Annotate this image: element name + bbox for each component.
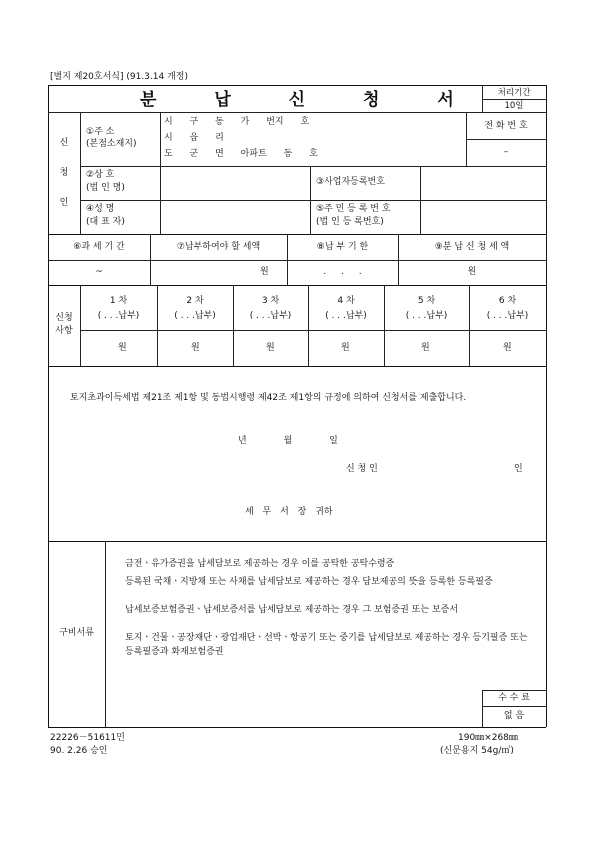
installment-date: ( . . .납부) (405, 311, 448, 321)
tax-period-label: ⑥과 세 기 간 (73, 242, 125, 252)
paper-size: 190㎜×268㎜ (458, 733, 518, 743)
processing-period-label: 처리기간 (497, 88, 531, 98)
payment-deadline-field[interactable]: . . . (323, 267, 362, 277)
seal-mark: 인 (514, 464, 523, 474)
fee-value: 없 음 (503, 711, 525, 721)
tax-period-field[interactable]: ~ (95, 267, 103, 277)
paper-type: (신문용지 54g/㎡) (440, 746, 514, 756)
installment-amount-field[interactable]: 원 (467, 267, 477, 277)
representative-name-field[interactable] (161, 201, 309, 233)
installment-amount-field[interactable]: 원 (118, 343, 127, 353)
installment-amount-field[interactable]: 원 (503, 343, 512, 353)
installment-no: 3 차 (261, 296, 280, 306)
installment-no: 2 차 (186, 296, 204, 306)
list-item: 금전ㆍ유가증권을 납세담보로 제공하는 경우 이를 공탁한 공탁수령증 (125, 559, 395, 569)
business-registration-label: ③사업자등록번호 (316, 177, 385, 187)
form-title: 분 납 신 청 서 (140, 90, 480, 110)
installment-amount-field[interactable]: 원 (421, 343, 430, 353)
date-line[interactable]: 년 월 일 (238, 436, 338, 446)
business-registration-field[interactable] (421, 167, 545, 199)
tax-amount-field[interactable]: 원 (260, 267, 269, 277)
applicant-signature-label: 신 청 인 (346, 464, 378, 474)
company-name-field[interactable] (161, 167, 309, 199)
installment-date: ( . . .납부) (486, 311, 529, 321)
installment-date: ( . . .납부) (174, 311, 216, 321)
form-code: 22226－51611민 (50, 733, 125, 743)
installment-amount-field[interactable]: 원 (341, 343, 350, 353)
tax-amount-label: ⑦납부하여야 할 세액 (176, 242, 261, 252)
recipient-line: 세 무 서 장 귀하 (245, 507, 333, 517)
list-item: 토지ㆍ건물ㆍ공장재단ㆍ광업재단ㆍ선박ㆍ항공기 또는 중기를 납세담보로 제공하는 경우 등기필증 또는 등록필증과 화재보험증권 (125, 633, 528, 657)
installment-amount-field[interactable]: 원 (191, 343, 200, 353)
fee-label: 수 수 료 (498, 693, 530, 703)
required-documents-label: 구비서류 (59, 628, 94, 638)
declaration-text: 토지초과이득세법 제21조 제1항 및 동법시행령 제42조 제1항의 규정에 의하여 신청서를 제출합니다. (70, 393, 467, 403)
installment-date: ( . . .납부) (249, 311, 292, 321)
list-item: 등록된 국채ㆍ지방채 또는 사채를 납세담보로 제공하는 경우 담보제공의 뜻을 등록한 등록필증 (125, 577, 493, 587)
installment-amount-field[interactable]: 원 (266, 343, 275, 353)
phone-label: 전 화 번 호 (484, 121, 528, 131)
processing-period-value: 10일 (504, 101, 524, 111)
installment-no: 5 차 (417, 296, 436, 306)
installment-no: 6 차 (498, 296, 517, 306)
resident-number-field[interactable] (421, 201, 545, 233)
phone-field[interactable]: – (503, 147, 509, 157)
installment-date: ( . . .납부) (97, 311, 140, 321)
list-item: 납세보증보험증권ㆍ납세보증서를 납세담보로 제공하는 경우 그 보험증권 또는 보증서 (125, 605, 459, 615)
approval-date: 90. 2.26 승인 (50, 746, 108, 756)
form-number: [별지 제20호서식] (91.3.14 개정) (50, 72, 188, 82)
installment-no: 4 차 (337, 296, 355, 306)
installment-amount-label: ⑨분 납 신 청 세 액 (434, 242, 510, 252)
installment-date: ( . . .납부) (325, 311, 367, 321)
installment-no: 1 차 (109, 296, 128, 306)
payment-deadline-label: ⑧납 부 기 한 (316, 242, 369, 252)
